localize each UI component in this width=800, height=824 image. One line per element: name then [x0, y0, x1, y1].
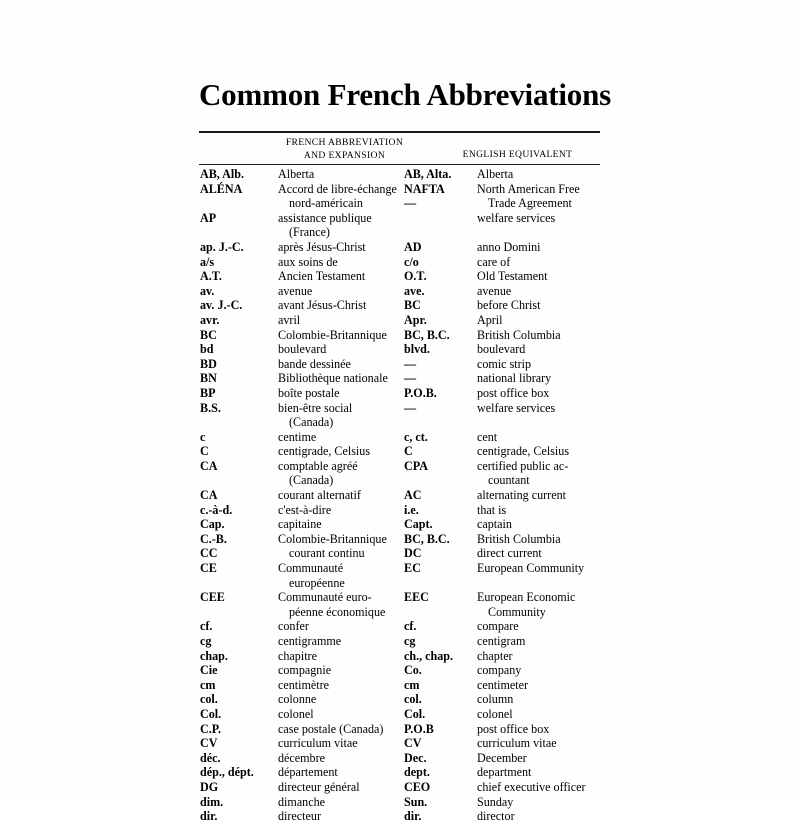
page-title: Common French Abbreviations [199, 76, 611, 112]
french-expansion: Accord de libre-échange [278, 181, 397, 196]
french-abbreviation: av. [200, 283, 215, 298]
french-abbreviation: cg [200, 634, 212, 648]
french-expansion: directeur général [278, 779, 360, 794]
table-row [199, 722, 600, 737]
french-expansion: case postale (Canada) [278, 721, 384, 736]
french-abbreviation: Cie [200, 663, 218, 678]
english-equivalent: before Christ [477, 298, 541, 313]
french-abbreviation: chap. [200, 648, 228, 663]
table-row [199, 182, 600, 197]
table-row [199, 415, 600, 430]
french-expansion: c'est-à-dire [278, 502, 332, 517]
french-abbreviation: CC [200, 546, 218, 561]
english-equivalent: European Economic [477, 590, 576, 605]
english-equivalent: North American Free [477, 181, 580, 196]
table-row [199, 371, 600, 386]
english-equivalent: curriculum vitae [477, 736, 557, 751]
french-expansion: curriculum vitae [278, 736, 358, 751]
french-abbreviation: CA [200, 458, 218, 473]
english-equivalent: centigram [477, 634, 526, 648]
english-equivalent: company [477, 663, 522, 678]
french-expansion: (Canada) [289, 473, 334, 488]
abbreviations-table [199, 131, 600, 824]
english-abbreviation: AD [404, 239, 422, 254]
table-row [199, 211, 600, 226]
french-abbreviation: dép., dépt. [200, 765, 254, 780]
english-equivalent: anno Domini [477, 239, 541, 254]
french-expansion: boulevard [278, 342, 327, 357]
table-row [199, 576, 600, 591]
table-row [199, 459, 600, 474]
french-expansion: avenue [278, 283, 313, 298]
english-abbreviation: C [404, 444, 413, 459]
english-abbreviation: NAFTA [404, 181, 445, 196]
french-abbreviation: Col. [200, 706, 222, 721]
english-equivalent: comic strip [477, 356, 532, 371]
french-expansion: avril [278, 312, 301, 327]
french-abbreviation: C.-B. [200, 531, 227, 546]
table-body [199, 165, 600, 824]
french-abbreviation: B.S. [200, 400, 221, 415]
french-expansion: département [278, 765, 338, 780]
french-abbreviation: Cap. [200, 517, 225, 532]
french-abbreviation: CA [200, 488, 218, 503]
french-abbreviation: BP [200, 385, 216, 400]
table-row [199, 298, 600, 313]
english-abbreviation: cf. [404, 619, 417, 634]
column-header-french [237, 137, 452, 162]
english-equivalent: compare [477, 619, 519, 634]
french-abbreviation: c [200, 429, 206, 444]
french-expansion: Communauté euro- [278, 590, 372, 605]
english-abbreviation: — [404, 400, 416, 415]
english-equivalent: chief executive officer [477, 779, 586, 794]
table-row [199, 225, 600, 240]
french-abbreviation: ap. J.-C. [200, 239, 244, 254]
table-row [199, 284, 600, 299]
column-header-french-line2: AND EXPANSION [303, 149, 386, 161]
english-equivalent: British Columbia [477, 327, 561, 342]
french-abbreviation: déc. [200, 750, 221, 765]
english-abbreviation: P.O.B. [404, 385, 437, 400]
english-equivalent: boulevard [477, 342, 526, 357]
french-expansion: avant Jésus-Christ [278, 298, 367, 313]
english-equivalent: department [477, 765, 532, 780]
table-row [199, 532, 600, 547]
french-expansion: courant alternatif [278, 488, 361, 503]
french-expansion: bande dessinée [278, 356, 351, 371]
french-expansion: courant continu [289, 546, 365, 561]
french-expansion: dimanche [278, 794, 326, 809]
french-expansion: capitaine [278, 517, 322, 532]
french-expansion: après Jésus-Christ [278, 239, 366, 254]
table-row [199, 707, 600, 722]
english-equivalent: Old Testament [477, 269, 548, 284]
english-equivalent: cent [477, 429, 498, 444]
french-abbreviation: DG [200, 779, 219, 794]
french-expansion: assistance publique [278, 210, 372, 225]
french-expansion: boîte postale [278, 385, 340, 400]
table-row [199, 313, 600, 328]
french-abbreviation: CV [200, 736, 218, 751]
table-row [199, 663, 600, 678]
english-equivalent: chapter [477, 648, 513, 663]
french-expansion: européenne [289, 575, 345, 590]
english-abbreviation: — [404, 196, 416, 211]
french-expansion: (France) [289, 225, 330, 240]
table-row [199, 473, 600, 488]
french-abbreviation: BC [200, 327, 217, 342]
english-equivalent: column [477, 692, 514, 707]
table-row [199, 780, 600, 795]
french-expansion: décembre [278, 750, 325, 765]
french-abbreviation: col. [200, 692, 218, 707]
english-equivalent: certified public ac- [477, 458, 569, 473]
french-expansion: péenne économique [289, 604, 386, 619]
english-abbreviation: BC, B.C. [404, 531, 450, 546]
french-expansion: centime [278, 429, 317, 444]
table-row [199, 342, 600, 357]
table-row [199, 269, 600, 284]
table-row [199, 430, 600, 445]
english-abbreviation: ave. [404, 283, 425, 298]
english-equivalent: countant [488, 473, 530, 488]
french-expansion: comptable agréé [278, 458, 358, 473]
english-equivalent: Trade Agreement [488, 196, 572, 211]
french-expansion: chapitre [278, 648, 317, 663]
french-expansion: Alberta [278, 167, 315, 181]
table-row [199, 488, 600, 503]
table-row [199, 196, 600, 211]
english-abbreviation: CEO [404, 779, 431, 794]
english-abbreviation: O.T. [404, 269, 427, 284]
french-expansion: Bibliothèque nationale [278, 371, 388, 386]
english-equivalent: European Community [477, 561, 585, 576]
french-abbreviation: C.P. [200, 721, 222, 736]
french-expansion: Colombie-Britannique [278, 327, 387, 342]
table-row [199, 809, 600, 824]
english-equivalent: welfare services [477, 210, 556, 225]
english-equivalent: centimeter [477, 677, 529, 692]
english-abbreviation: P.O.B [404, 721, 434, 736]
french-abbreviation: AB, Alb. [200, 167, 245, 181]
french-abbreviation: bd [200, 342, 214, 357]
table-row [199, 546, 600, 561]
table-row [199, 167, 600, 182]
french-abbreviation: dim. [200, 794, 224, 809]
english-abbreviation: Capt. [404, 517, 433, 532]
english-abbreviation: blvd. [404, 342, 430, 357]
english-abbreviation: Col. [404, 706, 426, 721]
english-abbreviation: c, ct. [404, 429, 428, 444]
french-expansion: bien-être social [278, 400, 353, 415]
table-row [199, 328, 600, 343]
french-expansion: centimètre [278, 677, 330, 692]
english-abbreviation: cg [404, 634, 416, 648]
english-equivalent: Alberta [477, 167, 514, 181]
english-abbreviation: EEC [404, 590, 429, 605]
english-equivalent: centigrade, Celsius [477, 444, 570, 459]
english-abbreviation: BC [404, 298, 421, 313]
french-abbreviation: a/s [200, 254, 215, 269]
english-abbreviation: — [404, 356, 416, 371]
english-abbreviation: BC, B.C. [404, 327, 450, 342]
table-row [199, 401, 600, 416]
french-expansion: colonel [278, 706, 314, 721]
english-equivalent: Sunday [477, 794, 514, 809]
english-abbreviation: i.e. [404, 502, 419, 517]
english-equivalent: that is [477, 502, 507, 517]
french-abbreviation: C [200, 444, 209, 459]
french-abbreviation: ALÉNA [200, 181, 243, 196]
french-abbreviation: dir. [200, 809, 218, 824]
english-equivalent: national library [477, 371, 552, 386]
english-abbreviation: AB, Alta. [404, 167, 452, 181]
french-abbreviation: av. J.-C. [200, 298, 243, 313]
french-expansion: directeur [278, 809, 321, 824]
french-abbreviation: c.-à-d. [200, 502, 233, 517]
french-expansion: centigrade, Celsius [278, 444, 371, 459]
english-abbreviation: EC [404, 561, 421, 576]
french-expansion: Ancien Testament [278, 269, 366, 284]
french-expansion: (Canada) [289, 415, 334, 430]
english-equivalent: December [477, 750, 527, 765]
english-abbreviation: col. [404, 692, 422, 707]
french-abbreviation: BD [200, 356, 217, 371]
table-row [199, 590, 600, 605]
english-equivalent: captain [477, 517, 512, 532]
french-abbreviation: CE [200, 561, 217, 576]
french-abbreviation: A.T. [200, 269, 222, 284]
english-abbreviation: ch., chap. [404, 648, 454, 663]
french-expansion: colonne [278, 692, 317, 707]
french-abbreviation: AP [200, 210, 217, 225]
english-abbreviation: CPA [404, 458, 428, 473]
table-row [199, 517, 600, 532]
french-abbreviation: CEE [200, 590, 225, 605]
english-abbreviation: dir. [404, 809, 422, 824]
english-abbreviation: cm [404, 677, 420, 692]
table-row [199, 649, 600, 664]
english-abbreviation: DC [404, 546, 422, 561]
english-abbreviation: CV [404, 736, 422, 751]
english-equivalent: director [477, 809, 515, 824]
table-row [199, 605, 600, 620]
english-abbreviation: Apr. [404, 312, 427, 327]
table-row [199, 619, 600, 634]
table-row [199, 736, 600, 751]
table-column-headers [199, 133, 600, 164]
english-abbreviation: — [404, 371, 416, 386]
french-expansion: Communauté [278, 561, 344, 576]
french-expansion: aux soins de [278, 254, 338, 269]
table-row [199, 634, 600, 649]
english-equivalent: colonel [477, 706, 513, 721]
column-header-english: ENGLISH EQUIVALENT [462, 149, 573, 160]
table-row [199, 765, 600, 780]
french-expansion: nord-américain [289, 196, 363, 211]
french-expansion: centigramme [278, 634, 342, 648]
english-abbreviation: Sun. [404, 794, 428, 809]
french-expansion: Colombie-Britannique [278, 531, 387, 546]
english-equivalent: avenue [477, 283, 512, 298]
english-equivalent: alternating current [477, 488, 566, 503]
english-abbreviation: AC [404, 488, 422, 503]
french-expansion: compagnie [278, 663, 332, 678]
table-row [199, 751, 600, 766]
column-header-french-line1: FRENCH ABBREVIATION [285, 137, 404, 148]
english-equivalent: welfare services [477, 400, 556, 415]
english-abbreviation: c/o [404, 254, 419, 269]
french-abbreviation: BN [200, 371, 217, 386]
table-row [199, 678, 600, 693]
table-row [199, 795, 600, 810]
table-row [199, 692, 600, 707]
table-row [199, 503, 600, 518]
table-row [199, 561, 600, 576]
english-equivalent: direct current [477, 546, 542, 561]
table-row [199, 240, 600, 255]
english-equivalent: British Columbia [477, 531, 561, 546]
table-row [199, 444, 600, 459]
french-abbreviation: cf. [200, 619, 213, 634]
french-expansion: confer [278, 619, 309, 634]
english-equivalent: Community [488, 604, 546, 619]
english-equivalent: post office box [477, 385, 550, 400]
table-row [199, 357, 600, 372]
english-equivalent: post office box [477, 721, 550, 736]
english-abbreviation: Dec. [404, 750, 427, 765]
table-row [199, 386, 600, 401]
french-abbreviation: avr. [200, 312, 220, 327]
english-equivalent: care of [477, 254, 511, 269]
english-abbreviation: Co. [404, 663, 422, 678]
french-abbreviation: cm [200, 677, 216, 692]
english-equivalent: April [477, 312, 503, 327]
table-row [199, 255, 600, 270]
english-abbreviation: dept. [404, 765, 430, 780]
